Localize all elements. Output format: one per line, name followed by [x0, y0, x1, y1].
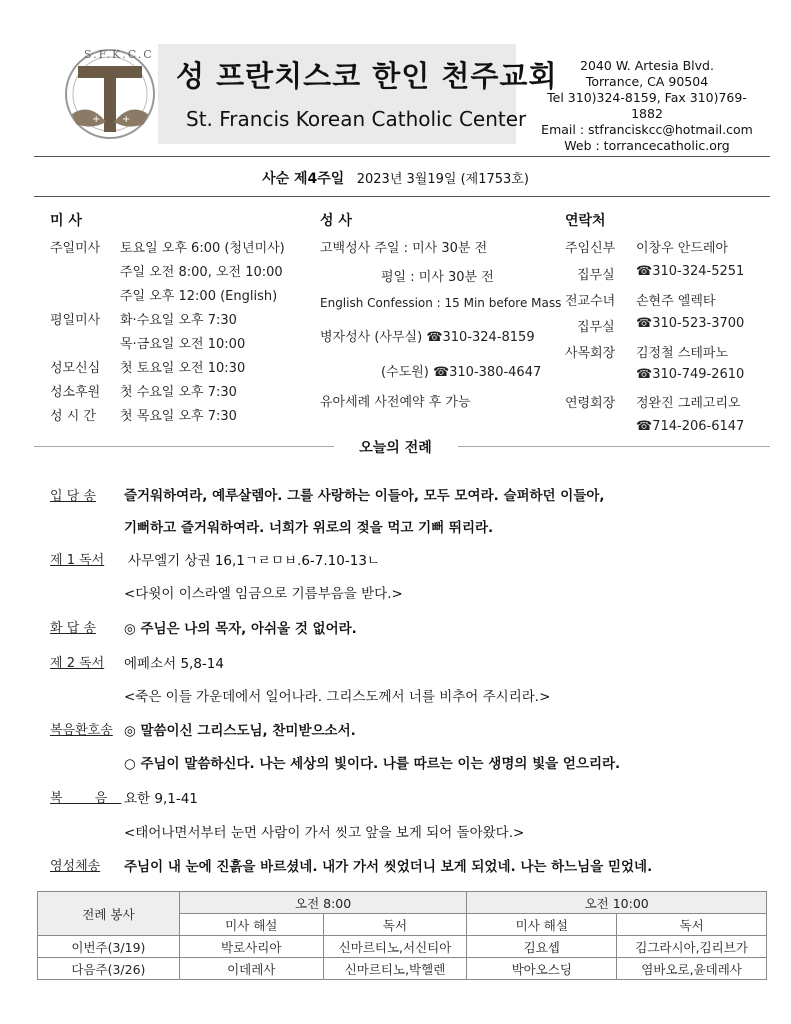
- table-row: [38, 958, 767, 980]
- mass-time: 첫 토요일 오전 10:30: [120, 361, 246, 376]
- gospel-summary: <태어나면서부터 눈먼 사람이 가서 씻고 앞을 보게 되어 돌아왔다.>: [124, 825, 525, 841]
- table-cell: 염바오로,윤데레사: [617, 958, 767, 980]
- entrance-antiphon: 즐거워하여라, 예루살렘아. 그를 사랑하는 이들아, 모두 모여라. 슬퍼하던 이들아,: [124, 488, 605, 504]
- sacrament-line: English Confession : 15 Min before Mass: [320, 296, 562, 310]
- contact-role: 연령회장: [565, 396, 616, 411]
- contact-value: 김정철 스테파노: [636, 346, 729, 361]
- mass-label: 평일미사: [50, 313, 101, 328]
- contact-role: 주임신부: [565, 241, 616, 256]
- mass-label: 주일미사: [50, 241, 101, 256]
- address-phone: Tel 310)324-8159, Fax 310)769-1882: [547, 90, 747, 121]
- church-logo: [62, 44, 158, 142]
- mass-time: 주일 오전 8:00, 오전 10:00: [120, 265, 283, 280]
- sacrament-heading: 성 사: [320, 213, 352, 229]
- mass-label: 성 시 간: [50, 409, 96, 424]
- address-street: 2040 W. Artesia Blvd.: [580, 58, 714, 73]
- communion-antiphon: 주님이 내 눈에 진흙을 바르셨네. 내가 가서 씻었더니 보게 되었네. 나는 하느님을 믿었네.: [124, 859, 653, 875]
- mass-time: 토요일 오후 6:00 (청년미사): [120, 241, 285, 256]
- svg-text:+: +: [92, 114, 101, 125]
- column-header: 미사 해설: [467, 914, 617, 936]
- reading2-label: 제 2 독서: [50, 656, 105, 671]
- table-cell: 이데레사: [179, 958, 323, 980]
- mass-10am-header: 오전 10:00: [467, 892, 767, 914]
- table-cell: 신마르티노,서신티아: [323, 936, 467, 958]
- contact-phone: ☎310-523-3700: [636, 316, 745, 331]
- table-corner-header: 전례 봉사: [38, 892, 180, 936]
- table-header-row: [38, 892, 767, 914]
- column-header: 독서: [617, 914, 767, 936]
- reading1-reference: 사무엘기 상권 16,1ㄱㄹㅁㅂ.6-7.10-13ㄴ: [128, 553, 380, 569]
- column-header: 미사 해설: [179, 914, 323, 936]
- mass-label: 성모신심: [50, 361, 101, 376]
- table-cell: 신마르티노,박헬렌: [323, 958, 467, 980]
- sacrament-line: 병자성사 (사무실) ☎310-324-8159: [320, 330, 535, 345]
- divider-liturgy-right: [458, 446, 770, 447]
- address-web: Web : torrancecatholic.org: [564, 138, 730, 153]
- sacrament-line: 고백성사 주일 : 미사 30분 전: [320, 241, 488, 256]
- reading1-label: 제 1 독서: [50, 553, 105, 568]
- issue-date: 2023년 3월19일 (제1753호): [356, 172, 529, 187]
- table-cell: 김요셉: [467, 936, 617, 958]
- acclamation-verse: ○ 주님이 말씀하신다. 나는 세상의 빛이다. 나를 따르는 이는 생명의 빛을 얻으리라.: [124, 756, 621, 772]
- psalm-label: 화 답 송: [50, 621, 96, 636]
- liturgy-duty-table: [37, 891, 767, 980]
- contact-value: 이창우 안드레아: [636, 241, 729, 256]
- mass-time: 첫 목요일 오후 7:30: [120, 409, 237, 424]
- mass-time: 주일 오후 12:00 (English): [120, 289, 278, 304]
- contact-role: 사목회장: [565, 346, 616, 361]
- table-cell: 박아오스딩: [467, 958, 617, 980]
- mass-label: 성소후원: [50, 385, 101, 400]
- mass-heading: 미 사: [50, 213, 82, 229]
- contact-phone: ☎310-324-5251: [636, 264, 745, 279]
- contact-value: 정완진 그레고리오: [636, 396, 741, 411]
- entrance-antiphon-cont: 기뻐하고 즐거워하여라. 너희가 위로의 젖을 먹고 기뻐 뛰리라.: [124, 520, 494, 536]
- gospel-label: 복 음: [50, 791, 122, 806]
- divider-top: [34, 156, 770, 157]
- sacrament-line: (수도원) ☎310-380-4647: [381, 365, 542, 380]
- reading1-summary: <다윗이 이스라엘 임금으로 기름부음을 받다.>: [124, 586, 403, 602]
- mass-time: 화·수요일 오후 7:30: [120, 313, 237, 328]
- sacrament-line: 유아세례 사전예약 후 가능: [320, 395, 471, 410]
- mass-time: 첫 수요일 오후 7:30: [120, 385, 237, 400]
- liturgy-heading: 오늘의 전례: [359, 440, 432, 456]
- issue-line: [0, 168, 791, 188]
- contact-phone: ☎714-206-6147: [636, 419, 745, 434]
- church-title-korean: 성 프란치스코 한인 천주교회: [176, 59, 558, 93]
- column-header: 독서: [323, 914, 467, 936]
- mass-time: 목·금요일 오전 10:00: [120, 337, 246, 352]
- contact-role: 전교수녀: [565, 294, 616, 309]
- table-row: [38, 936, 767, 958]
- svg-text:+: +: [122, 114, 131, 125]
- mass-8am-header: 오전 8:00: [179, 892, 467, 914]
- week-cell: 다음주(3/26): [38, 958, 180, 980]
- contact-role: 집무실: [577, 268, 615, 283]
- entrance-label: 입 당 송: [50, 489, 96, 504]
- week-cell: 이번주(3/19): [38, 936, 180, 958]
- contacts-heading: 연락처: [565, 213, 606, 229]
- issue-week: 사순 제4주일: [262, 171, 345, 187]
- psalm-response: ◎ 주님은 나의 목자, 아쉬울 것 없어라.: [124, 621, 357, 637]
- table-cell: 김그라시아,김리브가: [617, 936, 767, 958]
- sacrament-line: 평일 : 미사 30분 전: [381, 270, 494, 285]
- logo-text: S.F.K.C.C: [84, 48, 154, 61]
- acclamation-label: 복음환호송: [50, 723, 113, 738]
- contact-phone: ☎310-749-2610: [636, 367, 745, 382]
- contact-role: 집무실: [577, 320, 615, 335]
- address-block: [532, 58, 762, 154]
- address-email: Email : stfranciskcc@hotmail.com: [541, 122, 753, 137]
- gospel-reference: 요한 9,1-41: [124, 791, 198, 807]
- communion-label: 영성체송: [50, 859, 101, 874]
- reading2-summary: <죽은 이들 가운데에서 일어나라. 그리스도께서 너를 비추어 주시리라.>: [124, 689, 551, 705]
- table-cell: 박로사리아: [179, 936, 323, 958]
- contact-value: 손현주 엘렉타: [636, 294, 716, 309]
- acclamation-text: ◎ 말씀이신 그리스도님, 찬미받으소서.: [124, 723, 356, 739]
- divider-issue: [34, 196, 770, 197]
- address-city: Torrance, CA 90504: [585, 74, 709, 89]
- church-title-english: St. Francis Korean Catholic Center: [186, 107, 527, 131]
- reading2-reference: 에페소서 5,8-14: [124, 656, 224, 672]
